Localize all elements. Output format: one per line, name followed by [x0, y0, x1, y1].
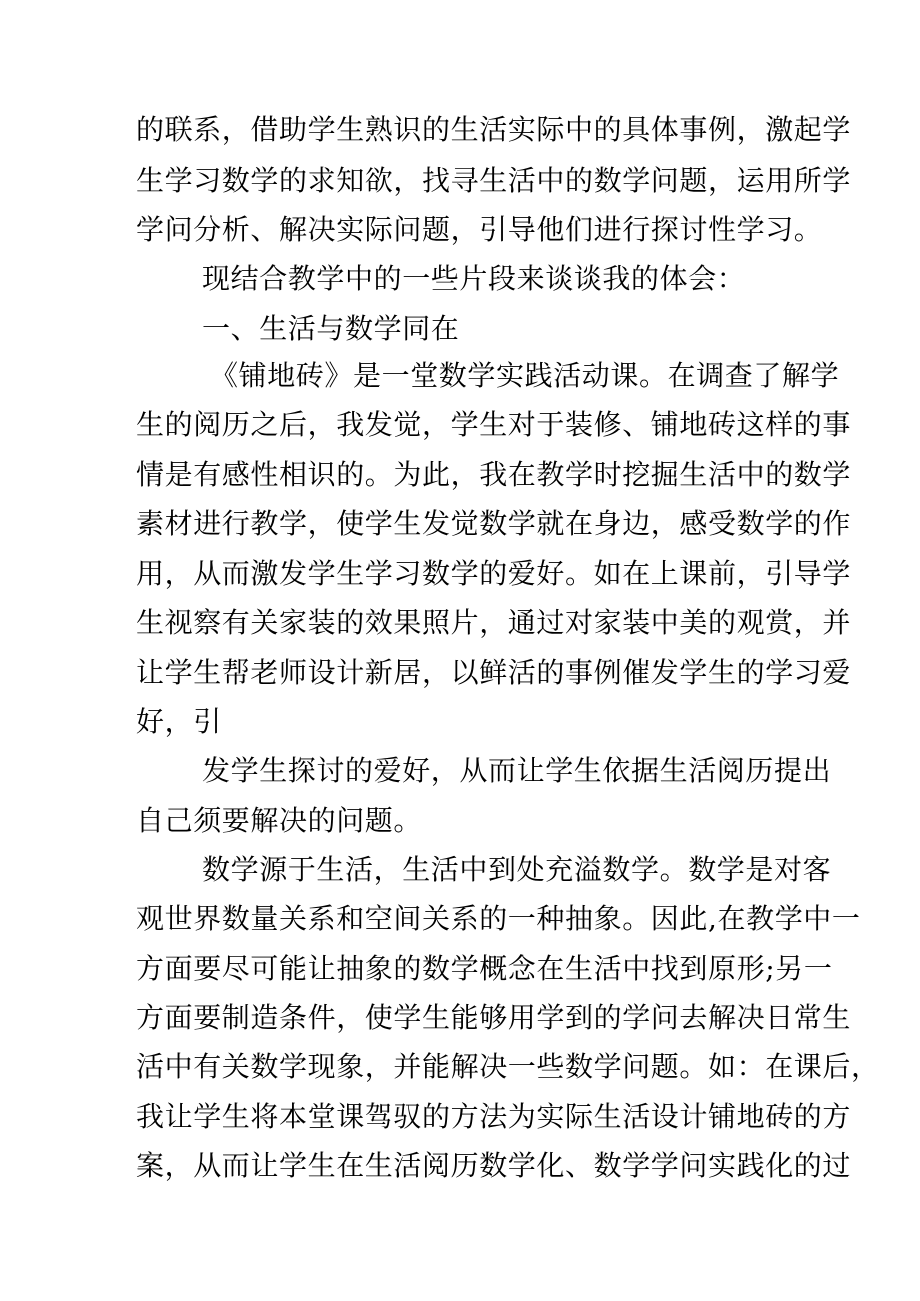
- paragraph-line: 现结合教学中的一些片段来谈谈我的体会：: [202, 262, 746, 295]
- paragraph-line: 数学源于生活，生活中到处充溢数学。数学是对客: [202, 853, 832, 886]
- paragraph-line: 观世界数量关系和空间关系的一种抽象。因此,在教学中一: [136, 902, 861, 935]
- paragraph-line: 生视察有关家装的效果照片，通过对家装中美的观赏，并: [136, 606, 852, 639]
- paragraph-line: 的联系，借助学生熟识的生活实际中的具体事例，激起学: [136, 113, 852, 146]
- paragraph-line: 素材进行教学，使学生发觉数学就在身边，感受数学的作: [136, 507, 852, 540]
- paragraph-line: 活中有关数学现象，并能解决一些数学问题。如：在课后，: [136, 1050, 880, 1083]
- paragraph-line: 发学生探讨的爱好，从而让学生依据生活阅历提出: [202, 754, 832, 787]
- paragraph-line: 方面要尽可能让抽象的数学概念在生活中找到原形;另一: [136, 952, 833, 985]
- paragraph-line: 用，从而激发学生学习数学的爱好。如在上课前，引导学: [136, 557, 852, 590]
- paragraph-line: 生学习数学的求知欲，找寻生活中的数学问题，运用所学: [136, 164, 852, 197]
- paragraph-line: 情是有感性相识的。为此，我在教学时挖掘生活中的数学: [136, 458, 852, 491]
- paragraph-line: 《铺地砖》是一堂数学实践活动课。在调查了解学: [210, 359, 840, 392]
- paragraph-line: 方面要制造条件，使学生能够用学到的学问去解决日常生: [136, 1001, 852, 1034]
- paragraph-line: 案，从而让学生在生活阅历数学化、数学学问实践化的过: [136, 1149, 852, 1182]
- section-heading: 一、生活与数学同在: [202, 312, 460, 345]
- paragraph-line: 自己须要解决的问题。: [136, 804, 423, 837]
- paragraph-line: 让学生帮老师设计新居，以鲜活的事例催发学生的学习爱: [136, 656, 852, 689]
- paragraph-line: 好，引: [136, 705, 222, 738]
- paragraph-line: 生的阅历之后，我发觉，学生对于装修、铺地砖这样的事: [136, 408, 852, 441]
- paragraph-line: 学问分析、解决实际问题，引导他们进行探讨性学习。: [136, 213, 823, 246]
- paragraph-line: 我让学生将本堂课驾驭的方法为实际生活设计铺地砖的方: [136, 1100, 852, 1133]
